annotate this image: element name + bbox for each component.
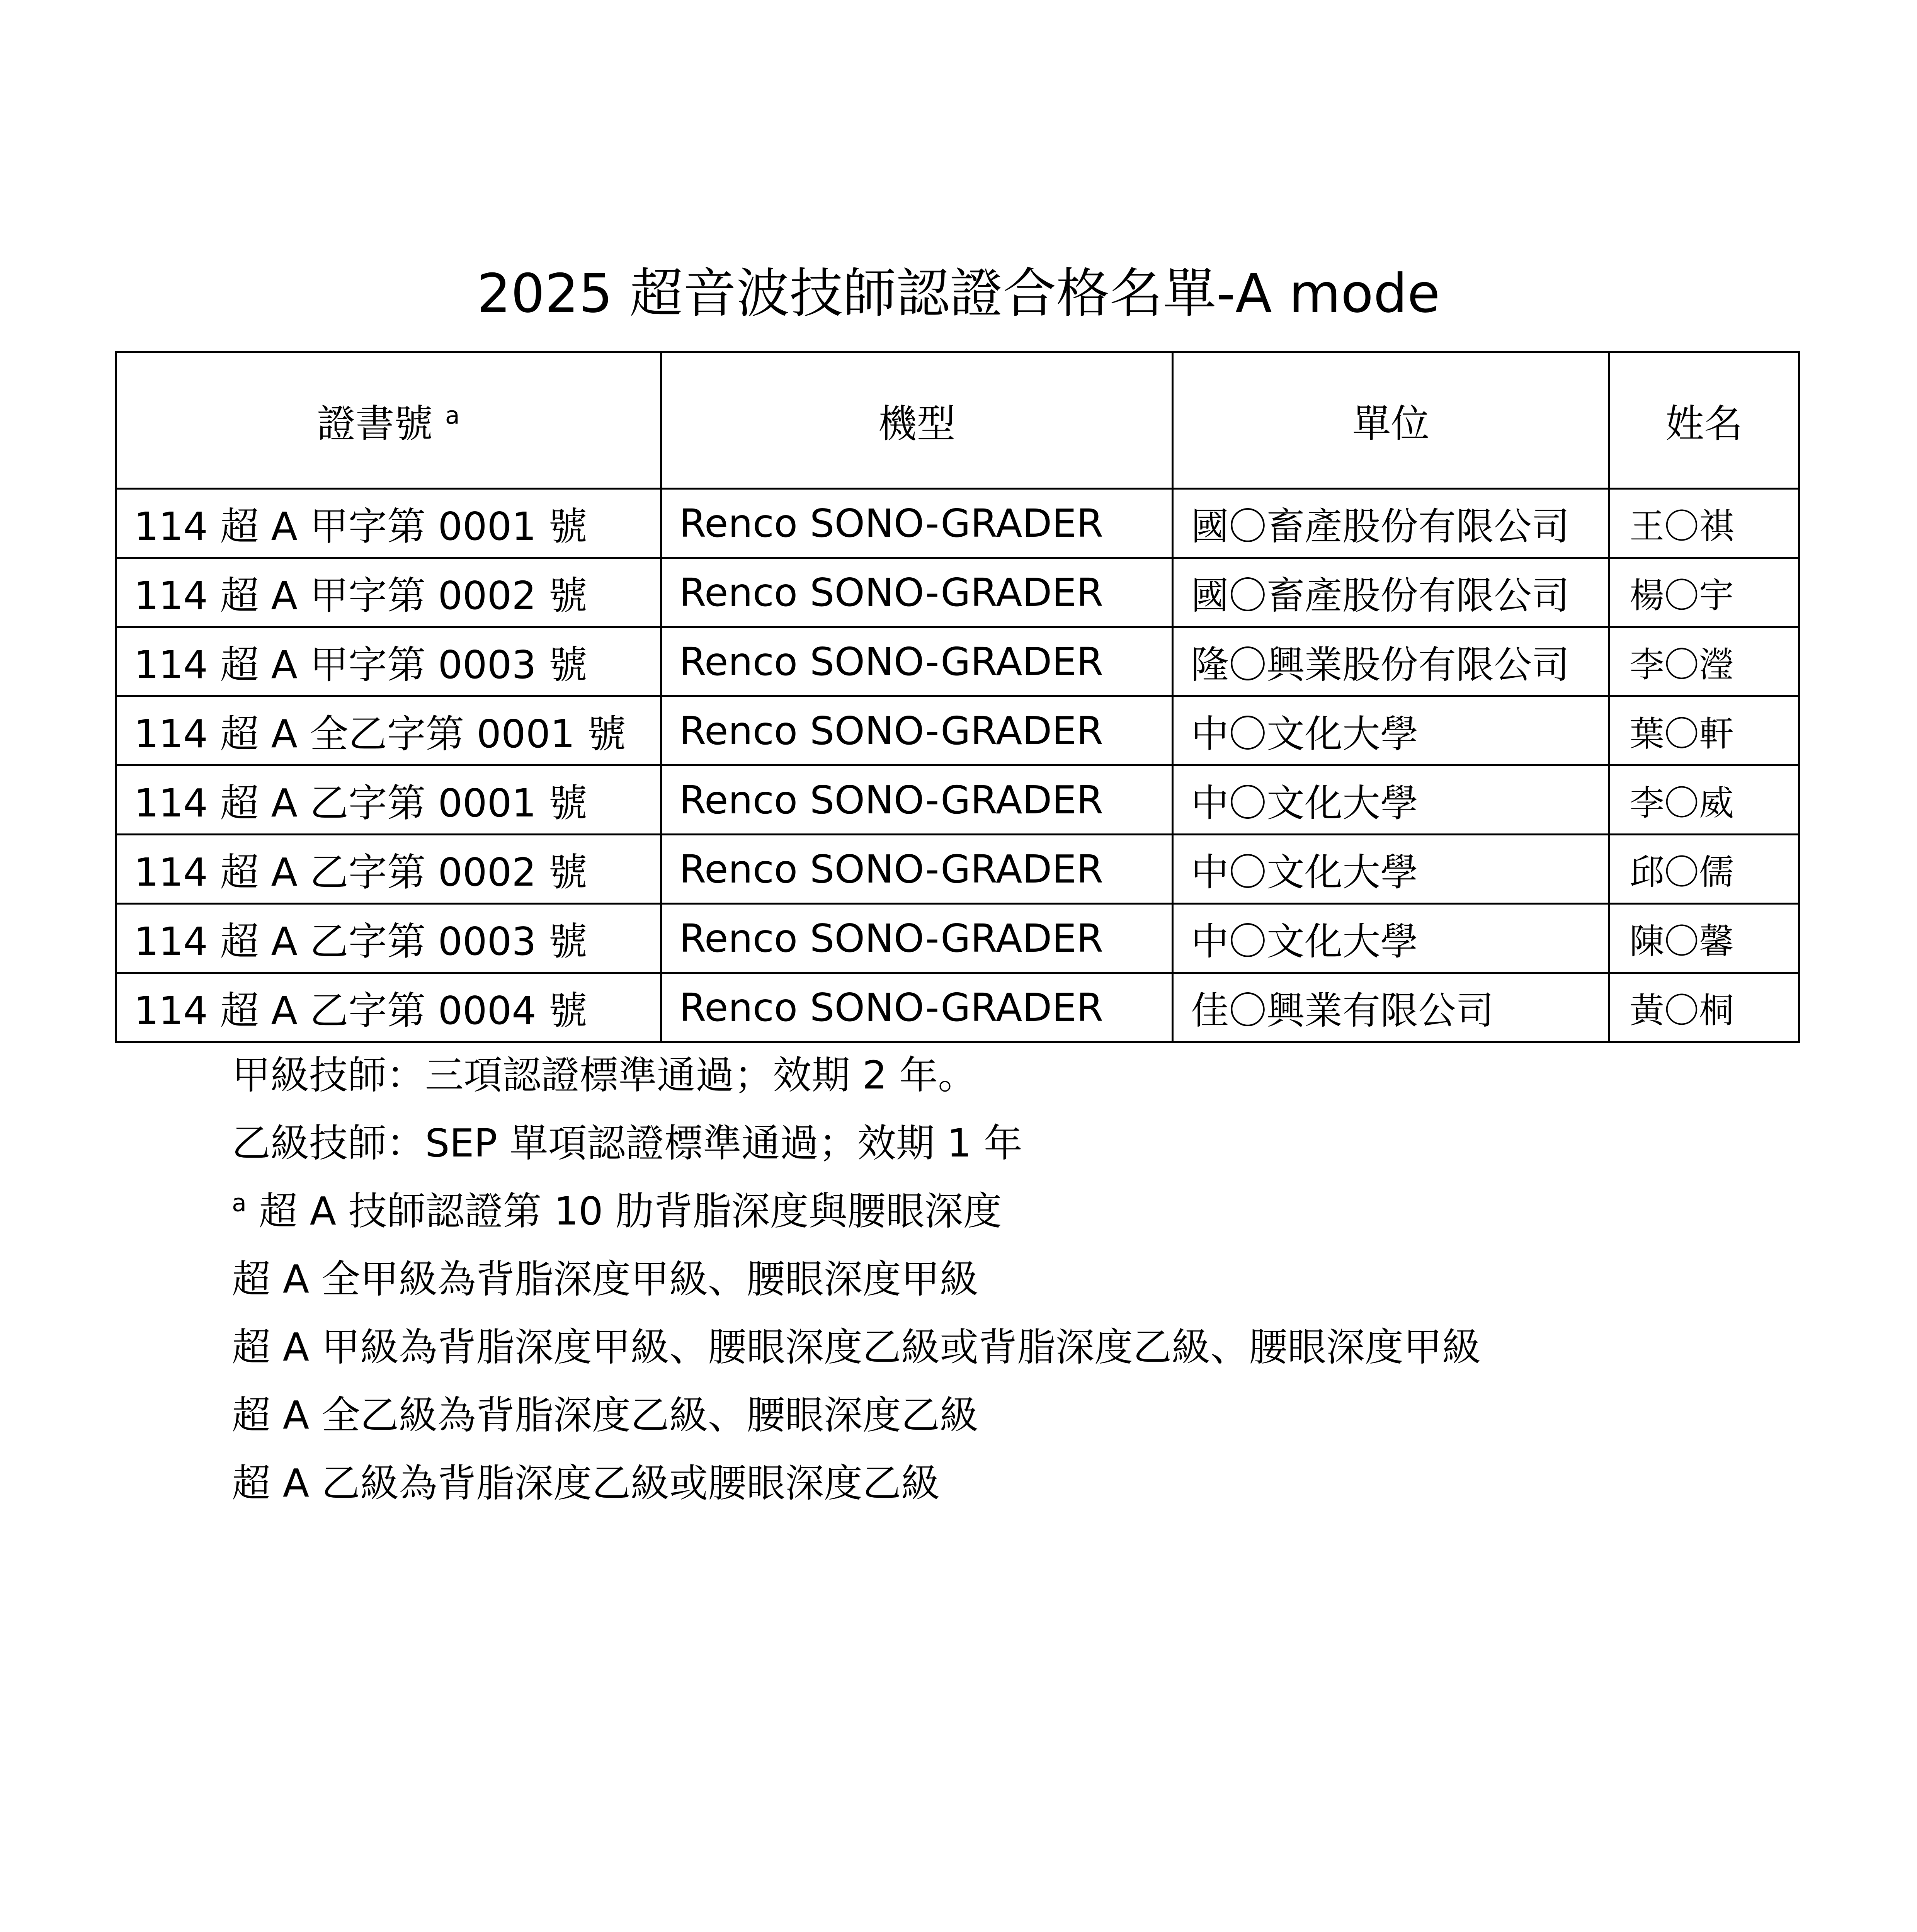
cell-name: 陳〇馨: [1609, 904, 1799, 973]
cell-cert-no: 114 超 A 甲字第 0003 號: [116, 627, 661, 696]
cell-unit: 國〇畜產股份有限公司: [1173, 489, 1609, 558]
table-row: [116, 558, 1799, 627]
cell-cert-no: 114 超 A 乙字第 0001 號: [116, 765, 661, 835]
header-cert-no: [116, 352, 661, 489]
footnote-marker: a: [232, 1189, 247, 1217]
table-row: [116, 696, 1799, 765]
header-name: 姓名: [1609, 352, 1799, 489]
cell-unit: 中〇文化大學: [1173, 835, 1609, 904]
cell-model: Renco SONO-GRADER: [661, 835, 1173, 904]
cell-unit: 中〇文化大學: [1173, 904, 1609, 973]
note-full-b: 超 A 全乙級為背脂深度乙級、腰眼深度乙級: [232, 1393, 978, 1438]
table-row: [116, 904, 1799, 973]
header-model: 機型: [661, 352, 1173, 489]
cell-model: Renco SONO-GRADER: [661, 627, 1173, 696]
notes-section: [232, 1041, 1778, 1517]
cell-name: 黃〇桐: [1609, 973, 1799, 1042]
cell-cert-no: 114 超 A 甲字第 0002 號: [116, 558, 661, 627]
cell-cert-no: 114 超 A 甲字第 0001 號: [116, 489, 661, 558]
cell-model: Renco SONO-GRADER: [661, 973, 1173, 1042]
note-footnote: [232, 1177, 1778, 1245]
header-footnote-marker: a: [445, 401, 460, 430]
note-grade-b: 乙級技師：SEP 單項認證標準通過；效期 1 年: [232, 1121, 1022, 1166]
table-header-row: [116, 352, 1799, 489]
cell-name: 王〇祺: [1609, 489, 1799, 558]
note-grade-a: 甲級技師：三項認證標準通過；效期 2 年。: [232, 1053, 977, 1098]
cell-name: 葉〇軒: [1609, 696, 1799, 765]
table-row: [116, 973, 1799, 1042]
footnote-text: 超 A 技師認證第 10 肋背脂深度與腰眼深度: [247, 1189, 1002, 1234]
cell-cert-no: 114 超 A 乙字第 0003 號: [116, 904, 661, 973]
note-b-grade: 超 A 乙級為背脂深度乙級或腰眼深度乙級: [232, 1461, 940, 1506]
document-title: 2025 超音波技師認證合格名單-A mode: [477, 262, 1440, 325]
table-row: [116, 835, 1799, 904]
cell-unit: 國〇畜產股份有限公司: [1173, 558, 1609, 627]
note-full-a: 超 A 全甲級為背脂深度甲級、腰眼深度甲級: [232, 1257, 978, 1302]
cell-cert-no: 114 超 A 全乙字第 0001 號: [116, 696, 661, 765]
cell-model: Renco SONO-GRADER: [661, 558, 1173, 627]
cell-unit: 中〇文化大學: [1173, 696, 1609, 765]
cell-model: Renco SONO-GRADER: [661, 904, 1173, 973]
cell-name: 李〇瀅: [1609, 627, 1799, 696]
table-row: [116, 765, 1799, 835]
cell-unit: 佳〇興業有限公司: [1173, 973, 1609, 1042]
note-a-grade: 超 A 甲級為背脂深度甲級、腰眼深度乙級或背脂深度乙級、腰眼深度甲級: [232, 1325, 1481, 1370]
cell-model: Renco SONO-GRADER: [661, 489, 1173, 558]
cell-cert-no: 114 超 A 乙字第 0004 號: [116, 973, 661, 1042]
cell-name: 李〇威: [1609, 765, 1799, 835]
table-row: [116, 489, 1799, 558]
cell-unit: 中〇文化大學: [1173, 765, 1609, 835]
cell-name: 邱〇儒: [1609, 835, 1799, 904]
header-cert-no-label: 證書號: [317, 401, 433, 446]
cell-model: Renco SONO-GRADER: [661, 696, 1173, 765]
certification-table: [115, 351, 1800, 1043]
cell-unit: 隆〇興業股份有限公司: [1173, 627, 1609, 696]
header-unit: 單位: [1173, 352, 1609, 489]
table-row: [116, 627, 1799, 696]
cell-model: Renco SONO-GRADER: [661, 765, 1173, 835]
cell-name: 楊〇宇: [1609, 558, 1799, 627]
cell-cert-no: 114 超 A 乙字第 0002 號: [116, 835, 661, 904]
